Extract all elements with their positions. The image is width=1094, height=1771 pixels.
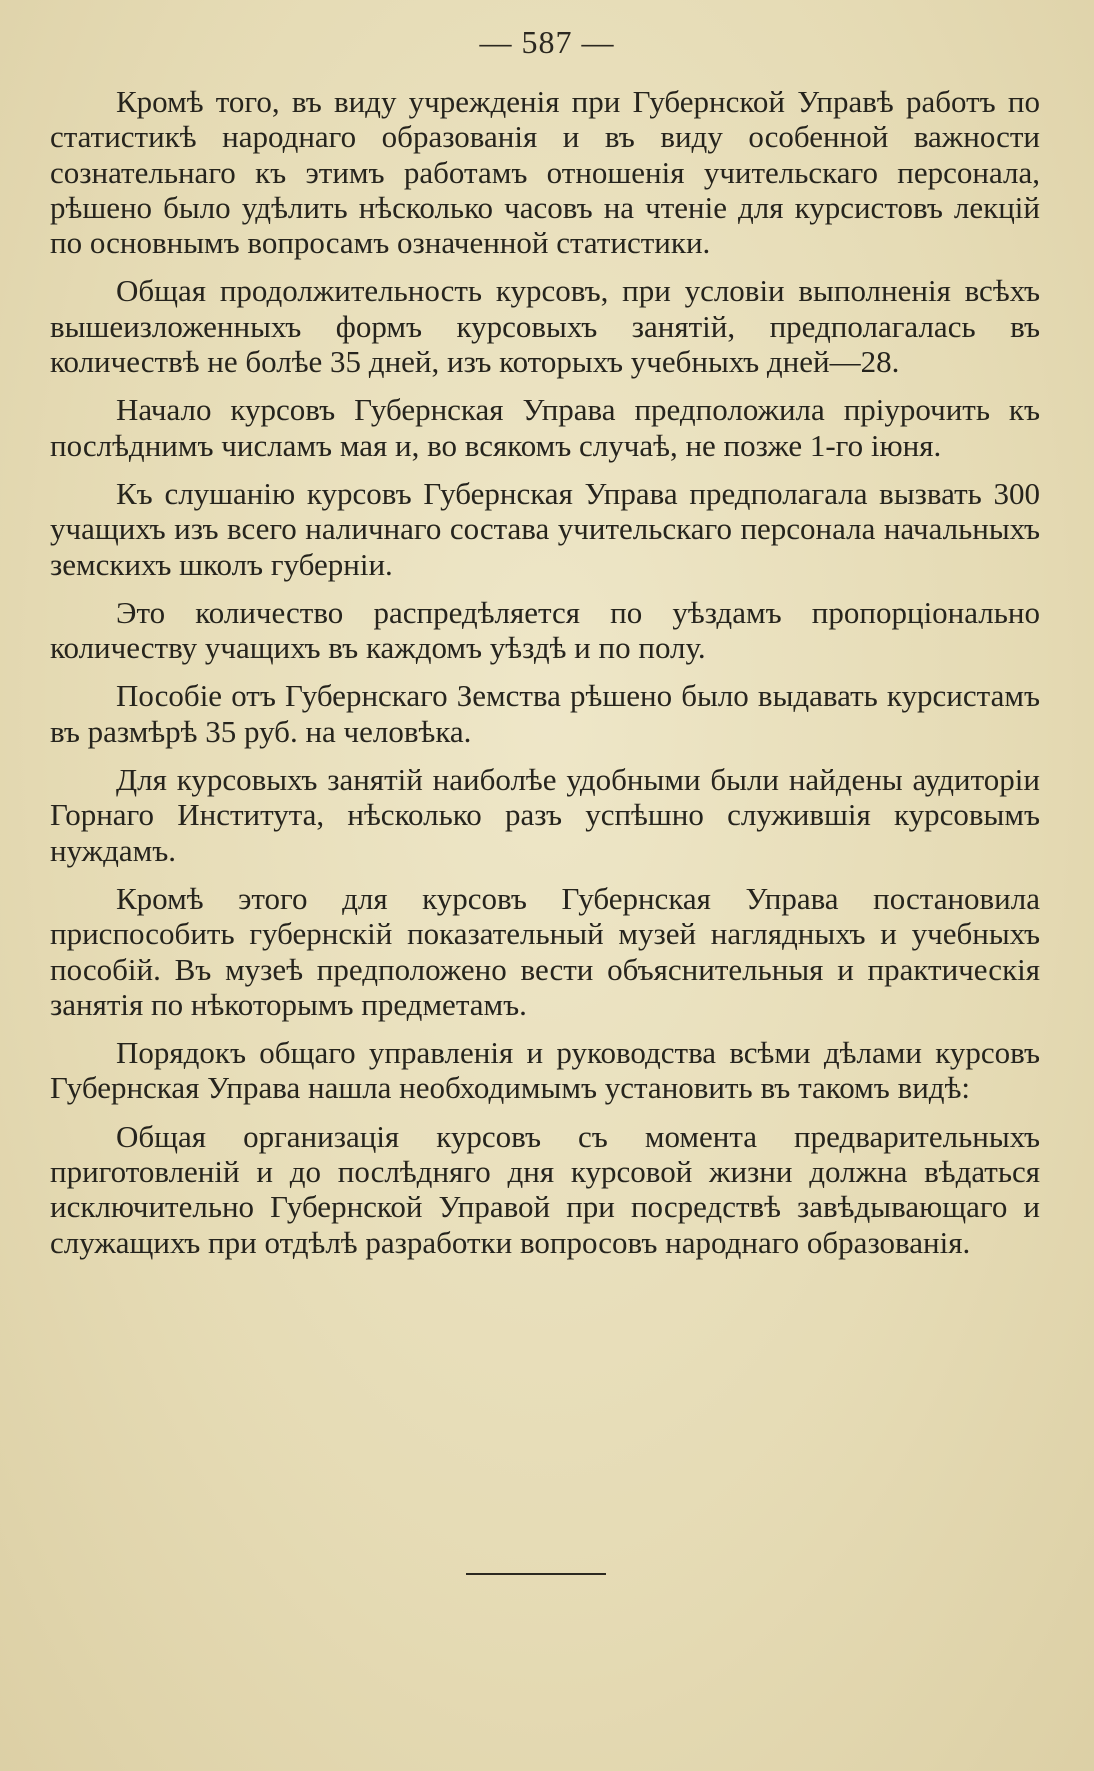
paragraph-3: Начало курсовъ Губернская Управа предположила пріурочить къ послѣднимъ числамъ мая и, во всякомъ случаѣ, не позже 1-го іюня.	[50, 392, 1040, 463]
end-rule	[466, 1573, 606, 1575]
paragraph-8: Кромѣ этого для курсовъ Губернская Управа постановила приспособить губернскій показательный музей наглядныхъ и учебныхъ пособій. Въ музеѣ предположено вести объяснительныя и практическія занятія по нѣкоторымъ предметамъ.	[50, 880, 1040, 1022]
paragraph-1: Кромѣ того, въ виду учрежденія при Губернской Управѣ работъ по статистикѣ народнаго образованія и въ виду особенной важности сознательнаго къ этимъ работамъ отношенія учительскаго персонала, рѣшено было удѣлить нѣсколько часовъ на чтеніе для курсистовъ лекцій по основнымъ вопросамъ означенной статистики.	[50, 84, 1040, 261]
paragraph-2: Общая продолжительность курсовъ, при условіи выполненія всѣхъ вышеизложенныхъ формъ курсовыхъ занятій, предполагалась въ количествѣ не болѣе 35 дней, изъ которыхъ учебныхъ дней—28.	[50, 273, 1040, 380]
paragraph-7: Для курсовыхъ занятій наиболѣе удобными были найдены аудиторіи Горнаго Института, нѣсколько разъ успѣшно служившія курсовымъ нуждамъ.	[50, 762, 1040, 868]
page-number: — 587 —	[479, 24, 615, 60]
body-text	[50, 84, 1040, 1273]
paragraph-9: Порядокъ общаго управленія и руководства всѣми дѣлами курсовъ Губернская Управа нашла необходимымъ установить въ такомъ видѣ:	[50, 1035, 1040, 1106]
paragraph-4: Къ слушанію курсовъ Губернская Управа предполагала вызвать 300 учащихъ изъ всего наличнаго состава учительскаго персонала начальныхъ земскихъ школъ губерніи.	[50, 475, 1040, 582]
paragraph-5: Это количество распредѣляется по уѣздамъ пропорціонально количеству учащихъ въ каждомъ уѣздѣ и по полу.	[50, 594, 1040, 666]
paragraph-10: Общая организація курсовъ съ момента предварительныхъ приготовленій и до послѣдняго дня курсовой жизни должна вѣдаться исключительно Губернской Управой при посредствѣ завѣдывающаго и служащихъ при отдѣлѣ разработки вопросовъ народнаго образованія.	[50, 1118, 1040, 1260]
paragraph-6: Пособіе отъ Губернскаго Земства рѣшено было выдавать курсистамъ въ размѣрѣ 35 руб. на человѣка.	[50, 678, 1040, 749]
